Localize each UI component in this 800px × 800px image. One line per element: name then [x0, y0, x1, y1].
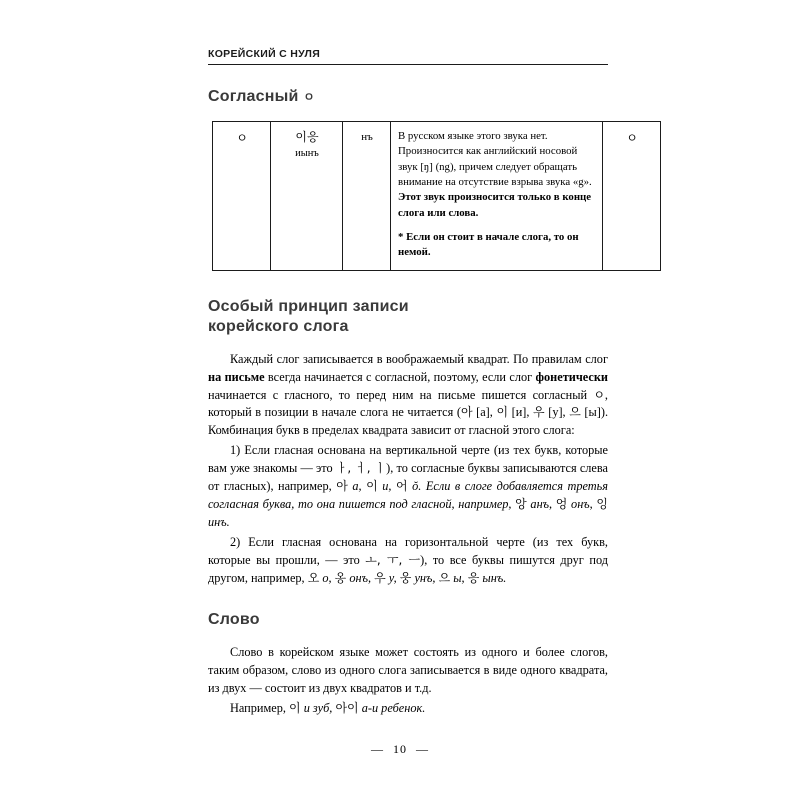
section-heading-word: Слово — [208, 611, 260, 629]
p3-glyph-eu: 으 — [438, 571, 451, 586]
p2-glyph-eo: 어 — [395, 479, 408, 494]
description-note: * Если он стоит в начале слога, то он немой. — [398, 230, 579, 259]
p2-a: 1) Если гласная основана на вертикальной черте (из тех букв, которые вам уже знакомы — это — [208, 443, 608, 476]
p3-glyph-ong: 옹 — [334, 571, 347, 586]
p3-e: о, — [319, 571, 335, 586]
paragraph-3 — [208, 534, 608, 588]
paragraph-1 — [208, 351, 608, 441]
letter-sound: нъ — [361, 131, 373, 143]
p5-a: Например, — [230, 700, 290, 715]
section-heading-consonant-text: Согласный — [208, 88, 304, 105]
p2-e: а, — [347, 479, 367, 494]
p3-c: ), то все буквы пишутся друг под другом, например, — [208, 553, 608, 586]
running-head: КОРЕЙСКИЙ С НУЛЯ — [208, 48, 321, 60]
section-heading-principle-line1: Особый принцип записи — [208, 297, 409, 315]
p1-a: Каждый слог записывается в воображаемый квадрат. По правилам слог — [230, 351, 608, 366]
p2-glyph-i: 이 — [366, 479, 378, 494]
p3-glyph-eung: 응 — [467, 571, 480, 586]
p2-glyph-eong: 엉 — [555, 497, 568, 512]
p1-glyph-ieung: ㅇ — [593, 387, 605, 402]
page-content — [208, 48, 638, 720]
description-text: В русском языке этого звука нет. Произносится как английский носовой звук [ŋ] (ng), причем следует обращать внимание на отсутствие взрыва звука «g». — [398, 130, 592, 188]
cell-letter — [213, 122, 271, 271]
section-heading-consonant-glyph: ㅇ — [303, 90, 315, 104]
p3-glyph-o: 오 — [307, 571, 320, 586]
section-heading-principle-line2: корейского слога — [208, 317, 349, 335]
p5-glyph-i: 이 — [289, 700, 301, 715]
p1-glyph-i: 이 — [496, 405, 509, 420]
p1-c: всегда начинается с согласной, поэтому, если слог — [264, 369, 536, 384]
p2-m: онъ, — [567, 497, 597, 512]
p2-glyph-ing: 잉 — [596, 497, 609, 512]
p2-vowels-vertical: ㅏ, ㅓ, ㅣ — [335, 461, 387, 476]
table-row — [213, 122, 661, 271]
p3-m: ы, — [450, 571, 468, 586]
p1-b: на письме — [208, 369, 265, 384]
p3-a: 2) Если гласная основана на горизонтальной черте (из тех букв, которые вы прошли, — это — [208, 535, 608, 568]
description-bold: Этот звук произносится только в конце слога или слова. — [398, 191, 592, 219]
paragraph-5 — [208, 700, 608, 718]
header-rule — [208, 64, 608, 65]
section-heading-principle — [208, 297, 608, 337]
p3-i: у, — [385, 571, 400, 586]
letter-name-korean: 이응 — [295, 130, 319, 144]
page-folio — [0, 742, 800, 757]
p1-k: [и], — [508, 405, 534, 420]
p2-glyph-ang: 앙 — [515, 497, 527, 512]
letter-glyph: ㅇ — [236, 131, 248, 145]
p3-vowels-horizontal: ㅗ, ㅜ, ㅡ — [365, 553, 421, 568]
p3-o: ынъ. — [479, 571, 507, 586]
p1-m: [у], — [544, 405, 570, 420]
p3-glyph-u: 우 — [374, 571, 386, 586]
p5-e: а-и ребенок. — [358, 700, 426, 715]
p2-o: инъ. — [208, 515, 230, 530]
p2-i: ŏ. Если в слоге добавляется третья согласная буква, то она пишется под гласной, например, — [208, 479, 608, 512]
cell-name — [271, 122, 343, 271]
cell-translit — [343, 122, 391, 271]
p2-k: анъ, — [526, 497, 556, 512]
paragraph-4: Слово в корейском языке может состоять из одного и более слогов, таким образом, слово из одного слога записывается в виде одного квадрата, из двух — состоит из двух квадратов и т.д. — [208, 645, 608, 695]
p2-g: и, — [377, 479, 396, 494]
p1-glyph-eu: 으 — [569, 405, 581, 420]
section-heading-consonant — [208, 87, 608, 107]
p1-glyph-a: 아 — [460, 405, 473, 420]
letter-table — [212, 121, 661, 271]
p5-glyph-ai: 아이 — [335, 700, 359, 715]
p1-e: начинается с гласного, то перед ним на письме пишется согласный — [208, 387, 594, 402]
letter-glyph-repeat: ㅇ — [626, 131, 638, 145]
p3-k: унъ, — [411, 571, 439, 586]
p5-c: и зуб, — [300, 700, 336, 715]
cell-letter-repeat — [603, 122, 661, 271]
p2-glyph-a: 아 — [336, 479, 348, 494]
p1-glyph-u: 우 — [533, 405, 545, 420]
folio-number: 10 — [393, 742, 407, 756]
p1-o: [ы]). Комбинация букв в пределах квадрата зависит от гласной этого слога: — [208, 405, 609, 438]
folio-dash-left: — — [371, 742, 384, 756]
p1-g: , который в позиции в начале слога не читается ( — [208, 387, 608, 420]
p3-glyph-ung: 웅 — [399, 571, 412, 586]
p1-i: [а], — [472, 405, 497, 420]
p2-c: ), то согласные буквы записываются слева от гласных), например, — [208, 461, 608, 494]
paragraph-2 — [208, 442, 608, 532]
p3-g: онъ, — [346, 571, 375, 586]
letter-name-translit: иынъ — [295, 147, 319, 159]
p1-d: фонетически — [535, 369, 608, 384]
folio-dash-right: — — [416, 742, 429, 756]
cell-description — [391, 122, 603, 271]
